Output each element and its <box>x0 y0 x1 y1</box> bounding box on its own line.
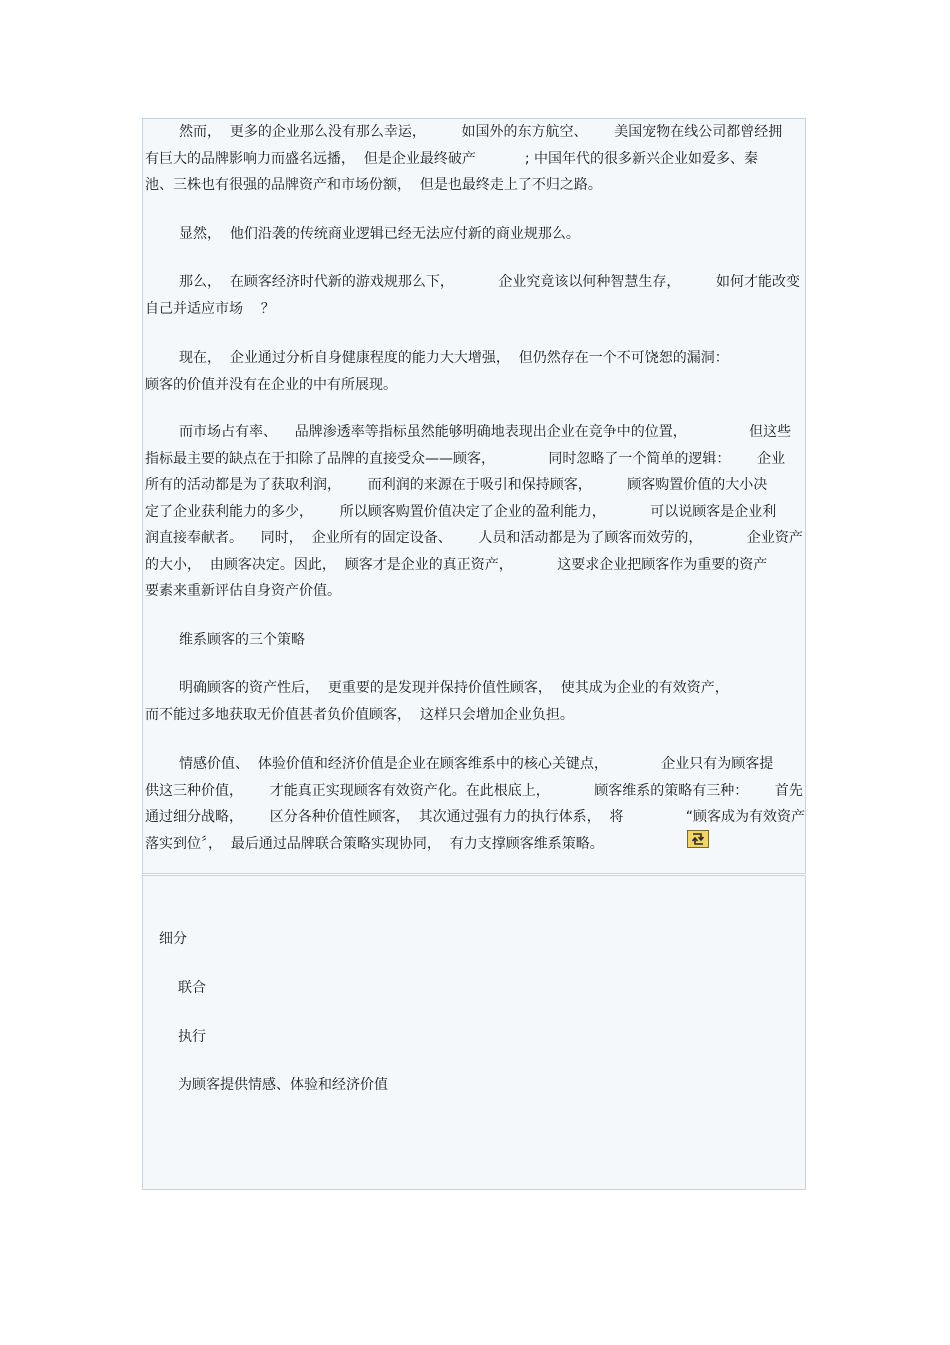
text-line: 自己并适应市场 ？ <box>145 300 275 317</box>
text-line: 润直接奉献者。 同时， 企业所有的固定设备、 人员和活动都是为了顾客而效劳的， 企业资产 <box>145 530 803 546</box>
text-line: 那么， 在顾客经济时代新的游戏规那么下， 企业究竟该以何种智慧生存， 如何才能改变 <box>179 274 801 290</box>
paragraph <box>145 269 805 322</box>
text-line: 落实到位〞， 最后通过品牌联合策略实现协同， 有力支撑顾客维系策略。 <box>145 835 604 852</box>
diagram-box <box>142 875 806 1190</box>
diagram-item-value: 为顾客提供情感、体验和经济价值 <box>178 1077 388 1093</box>
text-line: 维系顾客的三个策略 <box>179 632 305 648</box>
text-line: 通过细分战略， 区分各种价值性顾客， 其次通过强有力的执行体系， 将 “顾客成为有效资产 <box>145 809 806 825</box>
text-line: 然而， 更多的企业那么没有那么幸运， 如国外的东方航空、 美国宠物在线公司都曾经拥 <box>179 124 783 140</box>
article-content-box <box>142 118 806 874</box>
paragraph <box>145 419 805 605</box>
text-line: 的大小， 由顾客决定。因此， 顾客才是企业的真正资产， 这要求企业把顾客作为重要的资产 <box>145 556 768 573</box>
paragraph <box>145 345 805 398</box>
text-line: 而市场占有率、 品牌渗透率等指标虽然能够明确地表现出企业在竞争中的位置， 但这些 <box>179 424 792 440</box>
paragraph <box>145 119 805 199</box>
diagram-item-alliance: 联合 <box>178 980 206 996</box>
text-line: 显然， 他们沿袭的传统商业逻辑已经无法应付新的商业规那么。 <box>179 226 580 242</box>
text-line: 顾客的价值并没有在企业的中有所展现。 <box>145 376 397 393</box>
text-line: 池、三株也有很强的品牌资产和市场份额， 但是也最终走上了不归之路。 <box>145 177 602 193</box>
diagram-item-execution: 执行 <box>178 1029 206 1045</box>
text-line: 情感价值、 体验价值和经济价值是企业在顾客维系中的核心关键点， 企业只有为顾客提 <box>179 756 774 772</box>
text-line: 现在， 企业通过分析自身健康程度的能力大大增强， 但仍然存在一个不可饶恕的漏洞： <box>179 350 729 366</box>
text-line: 供这三种价值， 才能真正实现顾客有效资产化。在此根底上， 顾客维系的策略有三种： 首先 <box>145 782 803 799</box>
section-heading <box>145 627 805 654</box>
text-line: 要素来重新评估自身资产价值。 <box>145 583 341 599</box>
paragraph <box>145 675 805 728</box>
paragraph <box>145 221 805 248</box>
text-line: 明确顾客的资产性后， 更重要的是发现并保持价值性顾客， 使其成为企业的有效资产， <box>179 680 729 696</box>
flowchart-icon[interactable] <box>687 830 709 848</box>
text-line: 而不能过多地获取无价值甚者负价值顾客， 这样只会增加企业负担。 <box>145 706 574 723</box>
text-line: 所有的活动都是为了获取利润， 而利润的来源在于吸引和保持顾客， 顾客购置价值的大小决 <box>145 477 768 493</box>
diagram-item-segment: 细分 <box>159 931 187 947</box>
text-line: 定了企业获利能力的多少， 所以顾客购置价值决定了企业的盈利能力， 可以说顾客是企业利 <box>145 503 777 520</box>
text-line: 指标最主要的缺点在于扣除了品牌的直接受众——顾客， 同时忽略了一个简单的逻辑： 企业 <box>145 450 786 467</box>
text-line: 有巨大的品牌影响力而盛名远播， 但是企业最终破产 ; 中国年代的很多新兴企业如爱多、秦 <box>145 150 759 167</box>
